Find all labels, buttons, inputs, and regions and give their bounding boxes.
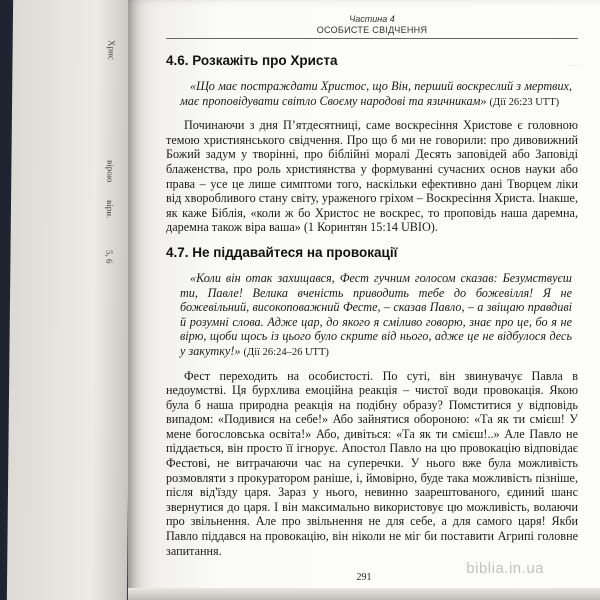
left-page-fragment: віри. bbox=[104, 200, 116, 219]
left-page-edge bbox=[7, 0, 133, 600]
scripture-quote bbox=[180, 271, 572, 361]
quote-text: «Що має постраждати Христос, що Він, перший воскреслий з мертвих, має проповідувати світло Своєму народові та язичникам» bbox=[180, 79, 572, 108]
bleed-through-text: …… bbox=[563, 57, 583, 69]
quote-reference: (Дії 26:24–26 UTT) bbox=[243, 346, 329, 358]
body-paragraph: Фест переходить на особистості. По суті, він звинувачує Павла в недоумстві. Ця бурхлива емоційна реакція – чистої води провокація. Якою була б наша природна реакція на подібну образу? Помститися у відповідь випадом: «Подивися на себе!» Або зайнятися обороною: «Та як ти смієш! У мене богословська освіта!» Або, дивіться: «Та як ти смієш!..» Але Павло не піддається, він просто її ігнорує. Апостол Павло на цю провокацію відповідає Фестові, не витрачаючи час на суперечки. У нього вже була можливість розмовляти з прокуратором раніше, і, ймовірно, буде така можливість пізніше, після від'їзду царя. Зараз у нього, невинно заарештованого, єдиний шанс звернутися до царя. І він максимально використовує цю можливість, волаючи про звільнення. Але про звільнення не для себе, а для самого царя! Якби Павло піддався на провокацію, він ніколи не міг би поставити Агрипі головне запитання. bbox=[166, 368, 578, 558]
section-title: 4.7. Не піддавайтеся на провокації bbox=[166, 244, 398, 260]
page-stack-edge bbox=[128, 588, 600, 600]
book-page bbox=[128, 0, 600, 600]
watermark: biblia.in.ua bbox=[466, 560, 544, 577]
quote-text: «Коли він отак захищався, Фест гучним голосом сказав: Безумствуєш ти, Павле! Велика вченість приводить тебе до божевілля! Я не божевільний, високоповажний Фесте, – сказав Павло, – а звіщаю правдиві й розумні слова. Адже цар, до якого я сміливо говорю, знає про це, бо я не вірю, щоби щось із цього було скрите від нього, адже це не відбулося десь у закутку!» bbox=[180, 270, 572, 358]
section-title: 4.6. Розкажіть про Христа bbox=[166, 53, 338, 68]
body-paragraph: Починаючи з дня П’ятдесятниці, саме воскресіння Христове є головною темою християнського свідчення. Про що б ми не говорили: про дивовижний Божий задум у творінні, про біблійні моралі Десять заповідей або Заповіді блаженства, про роль християнства у формуванні сучасних основ науки або права – усе це лише симптоми того, наскільки ефективно дані Творцем ліки від хворобливого стану світу, ураженого гріхом – Воскресіння Христа. Інакше, як каже Біблія, «коли ж бо Христос не воскрес, то проповідь наша даремна, даремна також віра ваша» (1 Коринтян 15:14 UBIO). bbox=[166, 118, 578, 235]
quote-reference: (Дії 26:23 UTT) bbox=[489, 96, 560, 108]
page-number: 291 bbox=[356, 572, 372, 583]
left-page-fragment: вірою bbox=[105, 160, 116, 183]
left-page-fragment: Хрис bbox=[106, 40, 117, 60]
running-header-chapter: ОСОБИСТЕ СВІДЧЕННЯ bbox=[166, 25, 578, 39]
scripture-quote bbox=[180, 79, 572, 110]
left-page-fragment: 5, 6 bbox=[104, 250, 115, 264]
running-header-part: Частина 4 bbox=[349, 14, 395, 24]
page-content bbox=[166, 14, 578, 568]
